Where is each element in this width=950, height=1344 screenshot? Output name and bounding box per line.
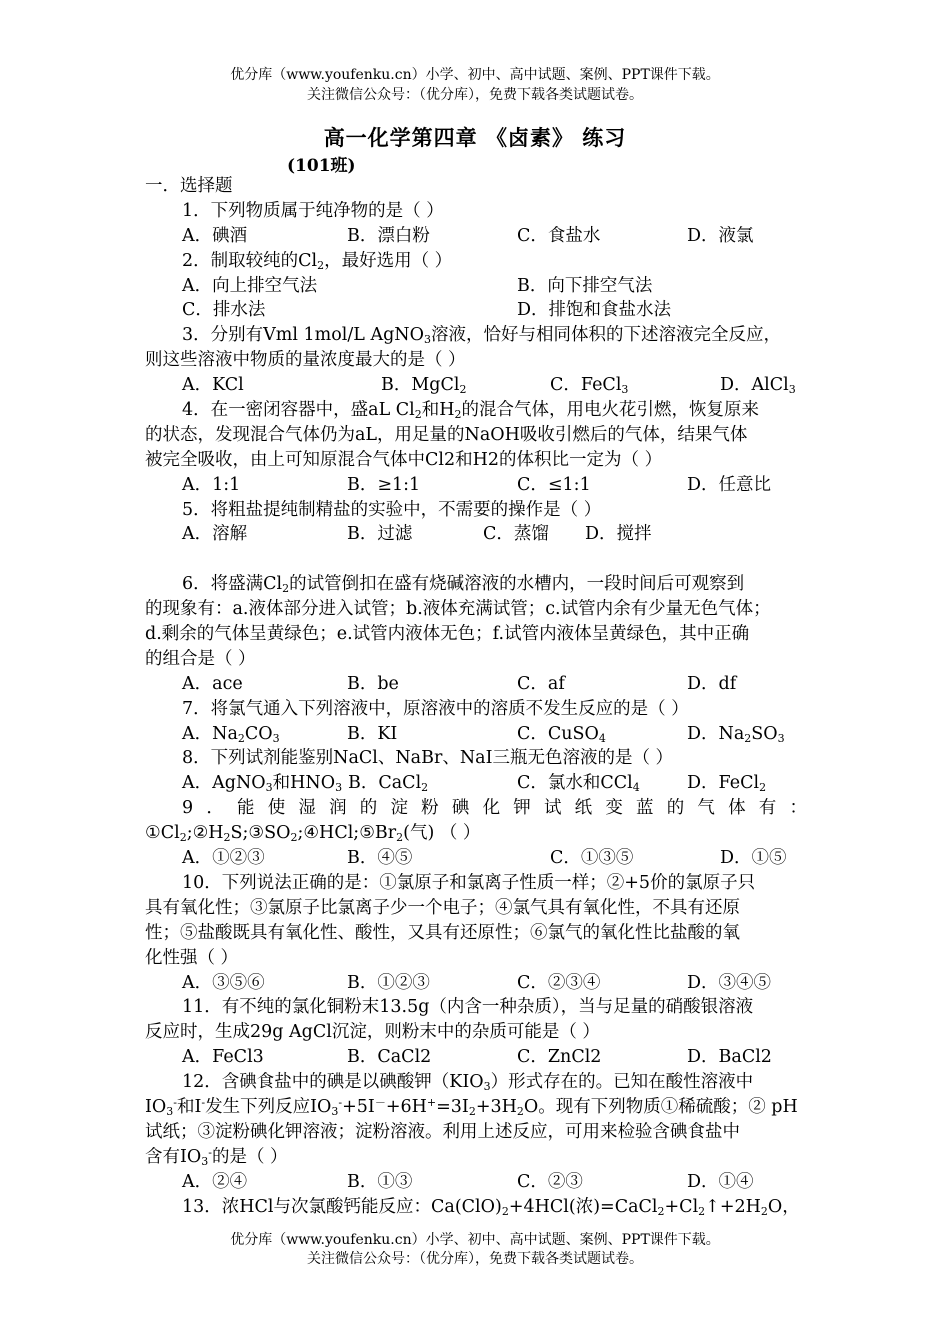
- option-b: B．KI: [347, 723, 398, 744]
- option-d: D．搅拌: [585, 524, 652, 545]
- option-a: A．碘酒: [182, 225, 248, 246]
- question-2-stem: 2．制取较纯的$Cl_2$，最好选用（ ）: [182, 250, 453, 272]
- option-d: D．①⑤: [720, 848, 787, 869]
- header-line-2: 关注微信公众号：（优分库），免费下载各类试题试卷。: [307, 87, 643, 103]
- question-5-options: [145, 522, 807, 547]
- option-c: C．②③④: [517, 972, 601, 993]
- option-d: D．FeCl$_2$: [687, 773, 767, 795]
- option-a: A．FeCl3: [182, 1047, 264, 1068]
- option-c: C．≤1:1: [517, 474, 591, 495]
- question-9-stem: 9．能使湿润的淀粉碘化钾试纸变蓝的气体有：: [182, 798, 807, 819]
- option-c: C．②③: [517, 1171, 583, 1192]
- option-a: A．1:1: [182, 474, 241, 495]
- question-6-stem-line-3: d.剩余的气体呈黄绿色；e.试管内液体无色；f.试管内液体呈黄绿色，其中正确: [145, 624, 750, 645]
- question-9-gases: $①Cl_2;②H_2S;③SO_2;④HCl;⑤Br_2$(气) （ ）: [145, 823, 481, 845]
- question-4-options: [145, 473, 807, 498]
- question-13-stem: 13．浓HCl与次氯酸钙能反应：$Ca(ClO)_2+4HCl$(浓)$=CaCl_2+Cl_2↑+2H_2O$，: [182, 1196, 800, 1218]
- question-6-stem-line-4: 的组合是（ ）: [145, 648, 256, 669]
- question-4-stem: 4．在一密闭容器中，盛aL $Cl_2$和$H_2$的混合气体，用电火花引燃，恢复原来: [182, 400, 760, 422]
- question-11-stem-line-2: 反应时，生成29g AgCl沉淀，则粉末中的杂质可能是（ ）: [145, 1022, 600, 1043]
- option-c: C．ZnCl2: [517, 1047, 602, 1068]
- question-2-options-row-1: [145, 274, 807, 299]
- question-2-options-row-2: [145, 298, 807, 323]
- question-11-options: [145, 1045, 807, 1070]
- option-d: D．df: [687, 673, 737, 694]
- question-10-stem-line-2: 具有氧化性；③氯原子比氯离子少一个电子；④氯气具有氧化性，不具有还原: [145, 897, 740, 918]
- question-12-options: [145, 1170, 807, 1195]
- option-c: C．蒸馏: [483, 524, 549, 545]
- option-b: B．MgCl$_2$: [381, 375, 467, 397]
- option-a: A．AgNO$_3$和$HNO_3$: [182, 773, 343, 795]
- question-12-stem-line-4: 含有$IO_3^-$的是（ ）: [145, 1145, 288, 1168]
- footer-line-1: 优分库（www.youfenku.cn）小学、初中、高中试题、案例、PPT课件下载。: [230, 1232, 720, 1248]
- option-a: A．③⑤⑥: [182, 972, 265, 993]
- option-a: A．ace: [182, 673, 243, 694]
- option-c: C．CuSO$_4$: [517, 723, 606, 745]
- question-1-stem: 1．下列物质属于纯净物的是（ ）: [182, 200, 444, 221]
- question-8-stem: 8．下列试剂能鉴别NaCl、NaBr、NaI三瓶无色溶液的是（ ）: [182, 748, 674, 769]
- option-d: D．液氯: [687, 225, 754, 246]
- question-1-options: [145, 224, 807, 249]
- option-b: B．过滤: [347, 524, 413, 545]
- option-d: D．③④⑤: [687, 972, 772, 993]
- option-d: D．①④: [687, 1171, 754, 1192]
- question-9-options: [145, 846, 807, 871]
- question-3-stem: 3．分别有Vml 1mol/L AgNO$_3$溶液，恰好与相同体积的下述溶液完全反应，: [182, 325, 781, 347]
- option-d: D．任意比: [687, 474, 772, 495]
- question-7-options: [145, 722, 807, 747]
- option-a: A．$Na_2CO_3$: [182, 723, 280, 745]
- question-4-stem-line-2: 的状态，发现混合气体仍为aL，用足量的NaOH吸收引燃后的气体，结果气体: [145, 424, 748, 445]
- option-c: C．af: [517, 673, 565, 694]
- header-line-1: 优分库（www.youfenku.cn）小学、初中、高中试题、案例、PPT课件下载。: [230, 67, 720, 83]
- option-b: B．向下排空气法: [517, 275, 653, 296]
- question-11-stem: 11．有不纯的氯化铜粉末13.5g（内含一种杂质），当与足量的硝酸银溶液: [182, 997, 754, 1018]
- option-a: A．②④: [182, 1171, 248, 1192]
- question-8-options: [145, 771, 807, 796]
- question-6-stem: 6．将盛满$Cl_2$的试管倒扣在盛有烧碱溶液的水槽内，一段时间后可观察到: [182, 574, 745, 596]
- option-a: A．①②③: [182, 848, 265, 869]
- option-c: C．①③⑤: [550, 848, 634, 869]
- question-10-stem-line-3: 性；⑤盐酸既具有氧化性、酸性，又具有还原性；⑥氯气的氧化性比盐酸的氧: [145, 922, 740, 943]
- option-d: D．BaCl2: [687, 1047, 772, 1068]
- option-d: D．$Na_2SO_3$: [687, 723, 785, 745]
- question-12-stem-line-3: 试纸；③淀粉碘化钾溶液；淀粉溶液。利用上述反应，可用来检验含碘食盐中: [145, 1121, 740, 1142]
- option-a: A．溶解: [182, 524, 248, 545]
- option-b: B．④⑤: [347, 848, 413, 869]
- question-5-stem: 5．将粗盐提纯制精盐的实验中，不需要的操作是（ ）: [182, 499, 602, 520]
- question-4-stem-line-3: 被完全吸收，由上可知原混合气体中Cl2和H2的体积比一定为（ ）: [145, 449, 663, 470]
- option-c: C．氯水和CCl$_4$: [517, 773, 640, 795]
- question-6-stem-line-2: 的现象有：a.液体部分进入试管；b.液体充满试管；c.试管内余有少量无色气体；: [145, 599, 771, 620]
- footer-line-2: 关注微信公众号：（优分库），免费下载各类试题试卷。: [307, 1251, 643, 1267]
- question-body: [145, 174, 807, 1219]
- class-label: (101班): [287, 156, 356, 176]
- question-3-stem-cont: 则这些溶液中物质的量浓度最大的是（ ）: [145, 350, 466, 371]
- question-6-options: [145, 672, 807, 697]
- option-c: C．排水法: [182, 300, 266, 321]
- option-a: A．向上排空气法: [182, 275, 318, 296]
- question-3-options: [145, 373, 807, 398]
- section-heading: 一．选择题: [145, 176, 233, 196]
- option-b: B．漂白粉: [347, 225, 430, 246]
- option-b: B．≥1:1: [347, 474, 421, 495]
- question-10-stem-line-4: 化性强（ ）: [145, 947, 239, 968]
- question-12-stem: 12．含碘食盐中的碘是以碘酸钾$(KIO_3)$形式存在的。已知在酸性溶液中: [182, 1072, 754, 1094]
- option-d: D．排饱和食盐水法: [517, 300, 672, 321]
- option-b: B．CaCl2: [347, 1047, 432, 1068]
- question-7-stem: 7．将氯气通入下列溶液中，原溶液中的溶质不发生反应的是（ ）: [182, 698, 689, 719]
- document-title: 高一化学第四章 《卤素》 练习: [323, 125, 627, 150]
- option-b: B．①②③: [347, 972, 430, 993]
- option-b: B．CaCl$_2$: [348, 773, 429, 795]
- option-a: A．KCl: [182, 375, 244, 396]
- question-12-reaction: $IO_3^-$和I-发生下列反应$IO_3^-+5I^-+6H^+=3I_2+3H_2O$。现有下列物质①稀硫酸；② pH: [145, 1095, 798, 1118]
- option-d: D．AlCl$_3$: [720, 375, 796, 397]
- question-10-options: [145, 971, 807, 996]
- option-b: B．①③: [347, 1171, 413, 1192]
- option-b: B．be: [347, 673, 399, 694]
- option-c: C．食盐水: [517, 225, 601, 246]
- option-c: C．FeCl$_3$: [550, 375, 629, 397]
- question-10-stem: 10．下列说法正确的是：①氯原子和氯离子性质一样；②+5价的氯原子只: [182, 872, 756, 893]
